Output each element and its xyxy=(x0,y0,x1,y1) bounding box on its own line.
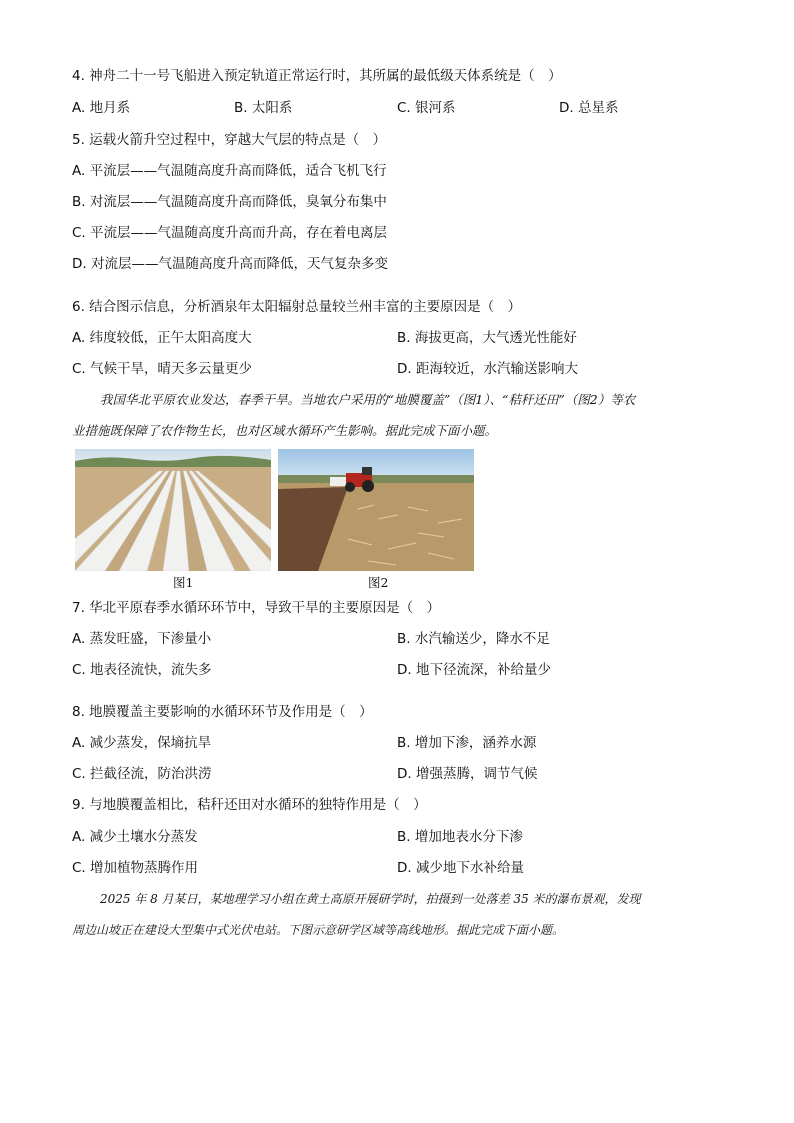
question-4-stem: 4. 神舟二十一号飞船进入预定轨道正常运行时，其所属的最低级天体系统是（ ） xyxy=(72,68,562,84)
passage-2-line-2: 周边山坡正在建设大型集中式光伏电站。下图示意研学区域等高线地形。据此完成下面小题。 xyxy=(72,923,565,937)
passage-1-line-1: 我国华北平原农业发达，春季干旱。当地农户采用的“地膜覆盖”（图1）、“秸秆还田”（图2）等农 xyxy=(100,392,636,407)
q9-option-b: B. 增加地表水分下渗 xyxy=(397,829,523,845)
q9-option-c: C. 增加植物蒸腾作用 xyxy=(72,860,199,876)
q6-option-a: A. 纬度较低，正午太阳高度大 xyxy=(72,330,252,346)
figure-1-caption: 图1 xyxy=(173,575,194,590)
question-9-stem: 9. 与地膜覆盖相比，秸秆还田对水循环的独特作用是（ ） xyxy=(72,797,427,813)
q4-option-b: B. 太阳系 xyxy=(234,100,293,116)
q8-option-c: C. 拦截径流，防治洪涝 xyxy=(72,766,212,782)
q5-option-c: C. 平流层——气温随高度升高而升高，存在着电离层 xyxy=(72,225,388,241)
q8-option-d: D. 增强蒸腾，调节气候 xyxy=(397,766,538,782)
straw-field-illustration xyxy=(278,449,474,571)
passage-1-line-2: 业措施既保障了农作物生长，也对区域水循环产生影响。据此完成下面小题。 xyxy=(72,423,498,438)
q5-option-b: B. 对流层——气温随高度升高而降低，臭氧分布集中 xyxy=(72,194,387,210)
q7-option-d: D. 地下径流深，补给量少 xyxy=(397,662,551,678)
mulch-field-illustration xyxy=(75,449,271,571)
q4-option-c: C. 银河系 xyxy=(397,100,456,116)
passage-2-line-1: 2025 年 8 月某日，某地理学习小组在黄土高原开展研学时，拍摄到一处落差 35 米的瀑布景观，发现 xyxy=(100,892,641,906)
q6-option-c: C. 气候干旱，晴天多云量更少 xyxy=(72,361,253,377)
figure-2-straw-photo xyxy=(278,449,474,571)
figure-2-caption: 图2 xyxy=(368,575,389,590)
question-5-stem: 5. 运载火箭升空过程中，穿越大气层的特点是（ ） xyxy=(72,132,387,148)
q4-option-a: A. 地月系 xyxy=(72,100,131,116)
q9-option-a: A. 减少土壤水分蒸发 xyxy=(72,829,198,845)
question-6-stem: 6. 结合图示信息，分析酒泉年太阳辐射总量较兰州丰富的主要原因是（ ） xyxy=(72,299,522,315)
q9-option-d: D. 减少地下水补给量 xyxy=(397,860,524,876)
q6-option-b: B. 海拔更高，大气透光性能好 xyxy=(397,330,577,346)
question-7-stem: 7. 华北平原春季水循环环节中，导致干旱的主要原因是（ ） xyxy=(72,600,441,616)
figure-1-mulch-photo xyxy=(75,449,271,571)
q7-option-a: A. 蒸发旺盛，下渗量小 xyxy=(72,631,212,647)
q5-option-a: A. 平流层——气温随高度升高而降低，适合飞机飞行 xyxy=(72,163,387,179)
q4-option-d: D. 总星系 xyxy=(559,100,619,116)
q8-option-b: B. 增加下渗，涵养水源 xyxy=(397,735,537,751)
q5-option-d: D. 对流层——气温随高度升高而降低，天气复杂多变 xyxy=(72,256,388,272)
question-8-stem: 8. 地膜覆盖主要影响的水循环环节及作用是（ ） xyxy=(72,704,373,720)
q7-option-b: B. 水汽输送少，降水不足 xyxy=(397,631,550,647)
q6-option-d: D. 距海较近，水汽输送影响大 xyxy=(397,361,578,377)
q8-option-a: A. 减少蒸发，保墒抗旱 xyxy=(72,735,212,751)
q7-option-c: C. 地表径流快，流失多 xyxy=(72,662,212,678)
